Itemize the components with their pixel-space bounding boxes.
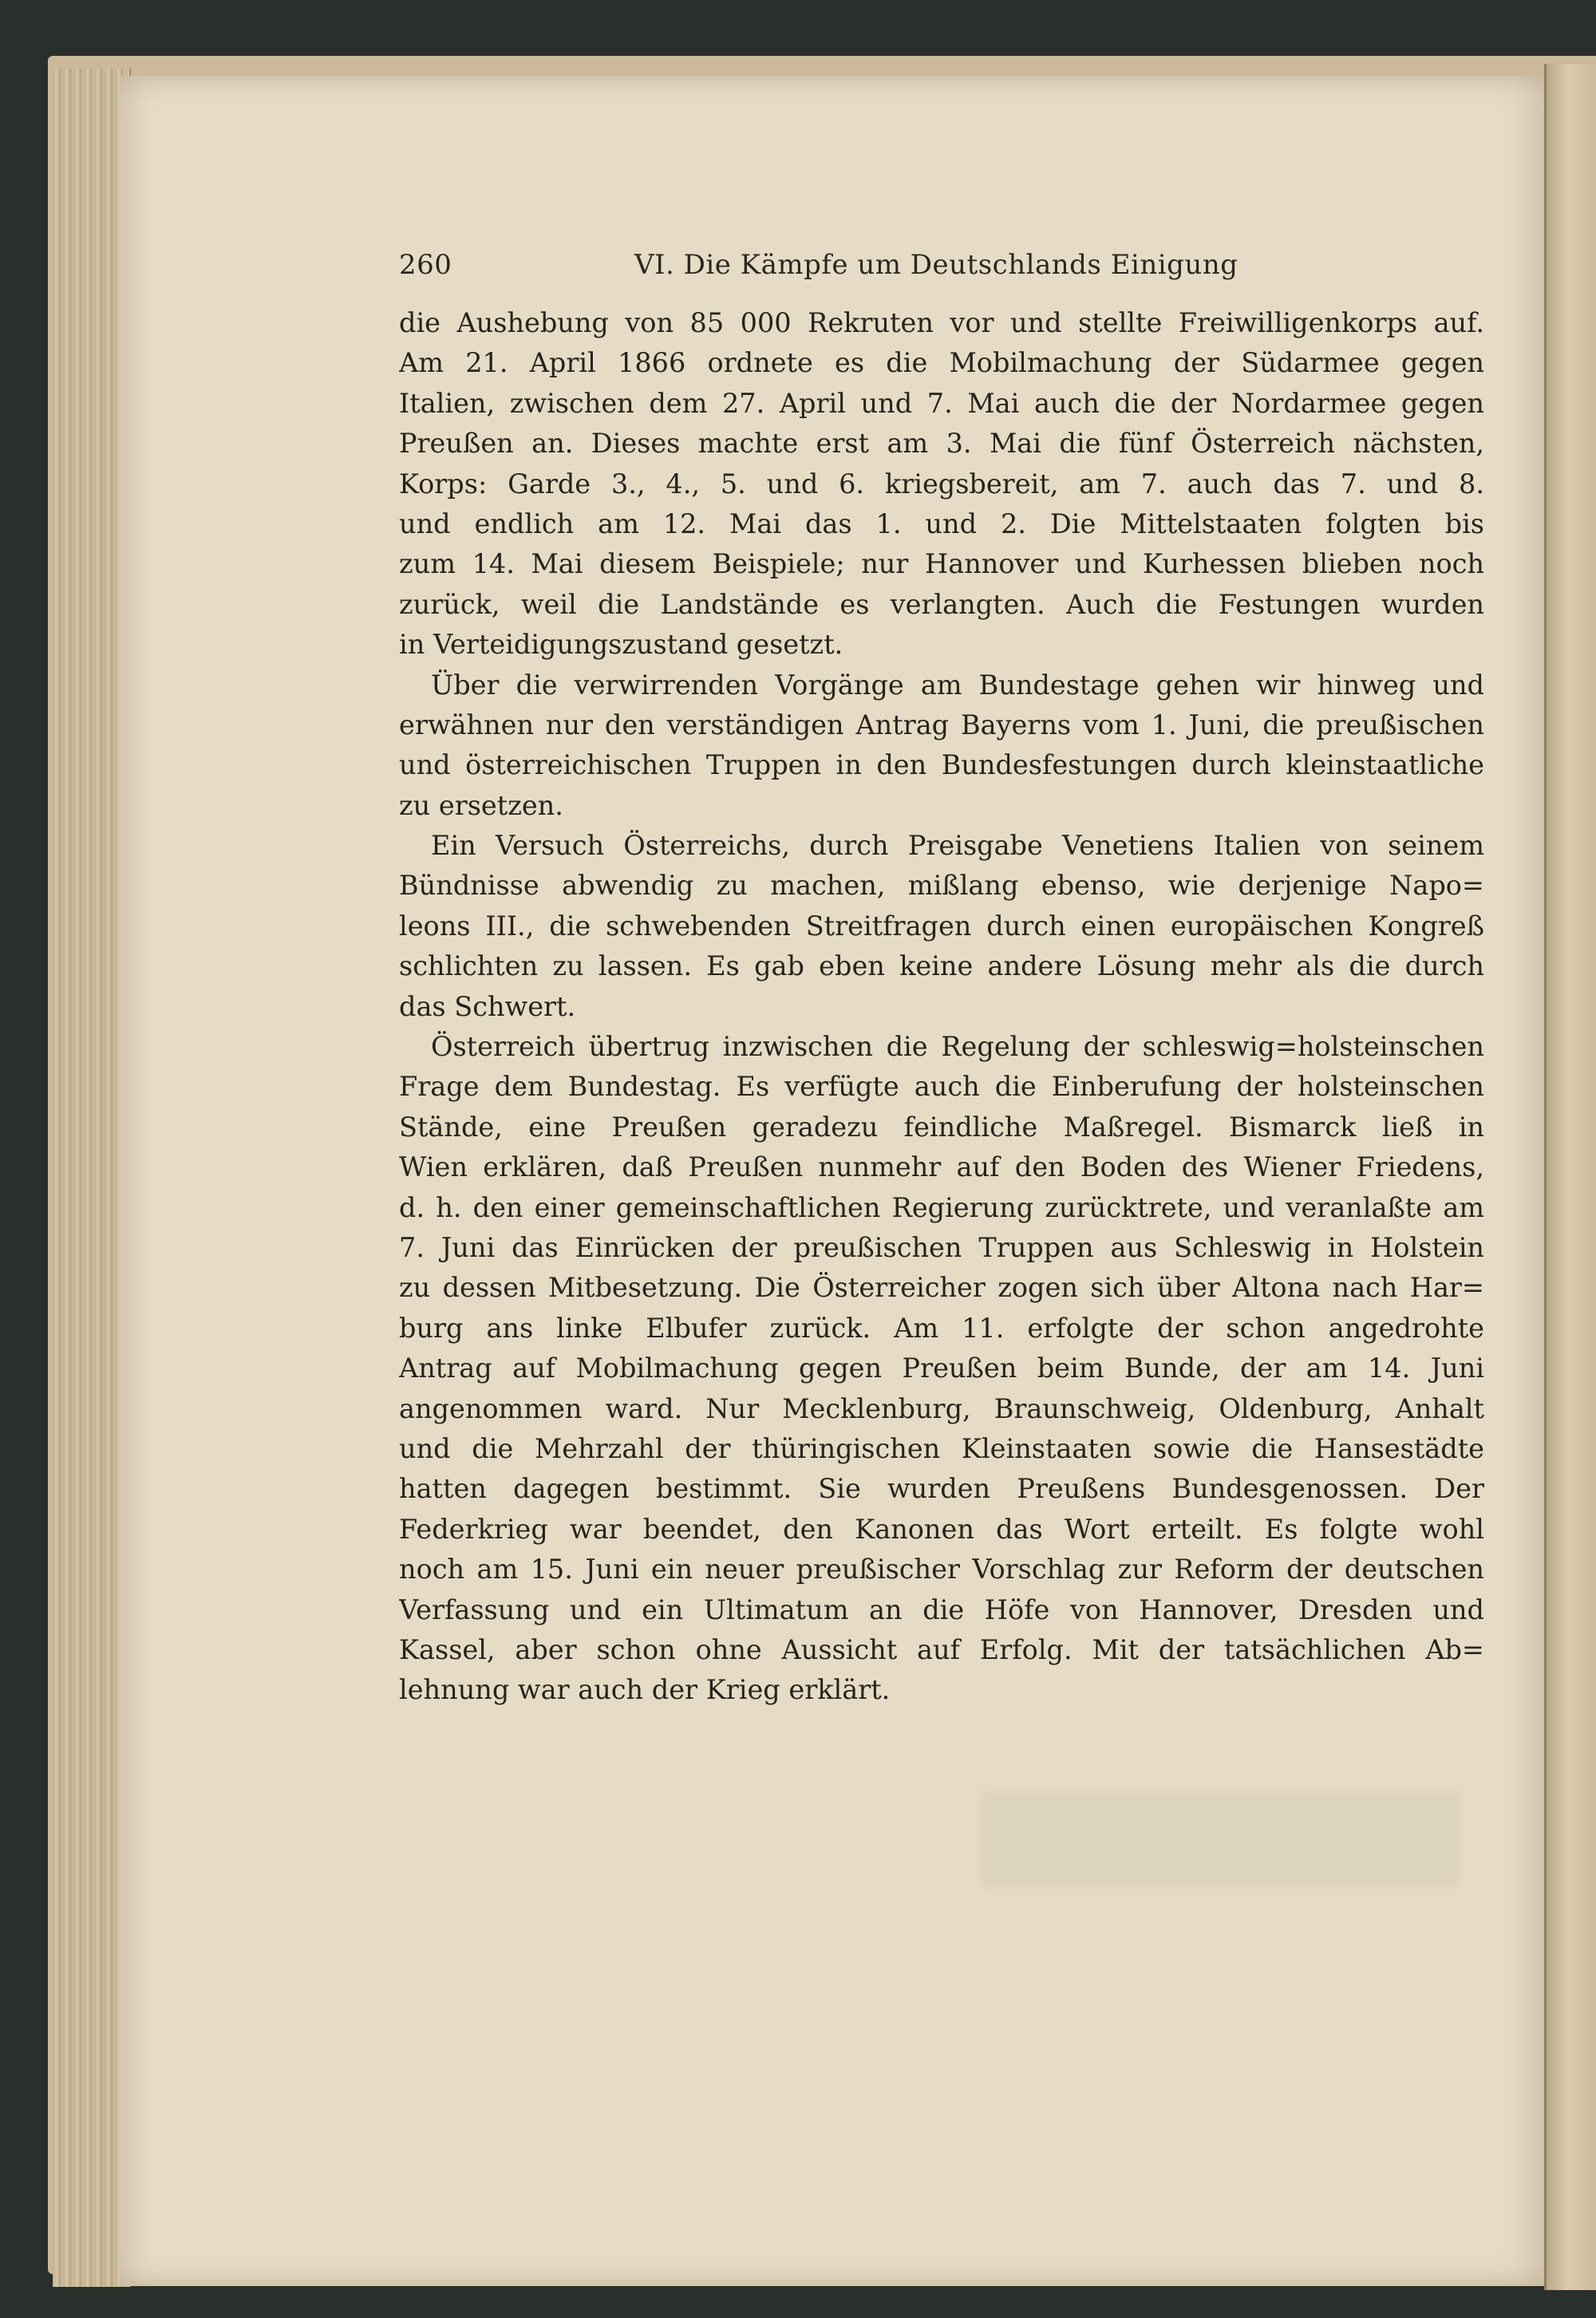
text-line: Antrag auf Mobilmachung gegen Preußen beim Bunde, der am 14. Juni [399,1352,1484,1384]
text-line: d. h. den einer gemeinschaftlichen Regierung zurücktrete, und veranlaßte am [399,1191,1484,1223]
text-line: und die Mehrzahl der thüringischen Kleinstaaten sowie die Hansestädte [399,1432,1484,1464]
text-line: zu ersetzen. [399,789,563,821]
page-number: 260 [399,249,452,281]
text-line: und österreichischen Truppen in den Bundesfestungen durch kleinstaatliche [399,749,1484,781]
text-line: Stände, eine Preußen geradezu feindliche Maßregel. Bismarck ließ in [399,1111,1484,1143]
text-line: zurück, weil die Landstände es verlangten. Auch die Festungen wurden [399,588,1484,620]
text-line: Verfassung und ein Ultimatum an die Höfe von Hannover, Dresden und [399,1593,1484,1625]
page-header [399,249,1556,289]
text-line: erwähnen nur den verständigen Antrag Bayerns vom 1. Juni, die preußischen [399,709,1484,740]
text-line: Österreich übertrug inzwischen die Regelung der schleswig=holsteinschen [431,1031,1484,1063]
text-line: 7. Juni das Einrücken der preußischen Truppen aus Schleswig in Holstein [399,1231,1484,1263]
text-line: Am 21. April 1866 ordnete es die Mobilmachung der Südarmee gegen [399,347,1484,379]
text-line: Bündnisse abwendig zu machen, mißlang ebenso, wie derjenige Napo= [399,870,1484,902]
text-line: Korps: Garde 3., 4., 5. und 6. kriegsbereit, am 7. auch das 7. und 8. [399,468,1484,500]
book-gutter [1544,64,1596,2290]
text-line: und endlich am 12. Mai das 1. und 2. Die Mittelstaaten folgten bis [399,507,1484,539]
text-line: Wien erklären, daß Preußen nunmehr auf den Boden des Wiener Friedens, [399,1151,1484,1183]
running-head: VI. Die Kämpfe um Deutschlands Einigung [634,249,1238,281]
text-line: Frage dem Bundestag. Es verfügte auch die Einberufung der holsteinschen [399,1071,1484,1103]
text-line: noch am 15. Juni ein neuer preußischer Vorschlag zur Reform der deutschen [399,1554,1484,1585]
text-line: die Aushebung von 85 000 Rekruten vor und stellte Freiwilligenkorps auf. [399,307,1484,338]
text-line: Kassel, aber schon ohne Aussicht auf Erfolg. Mit der tatsächlichen Ab= [399,1633,1484,1665]
text-line: schlichten zu lassen. Es gab eben keine andere Lösung mehr als die durch [399,950,1484,982]
text-line: zu dessen Mitbesetzung. Die Österreicher zogen sich über Altona nach Har= [399,1272,1484,1304]
text-line: Federkrieg war beendet, den Kanonen das Wort erteilt. Es folgte wohl [399,1513,1484,1545]
text-line: Über die verwirrenden Vorgänge am Bundestage gehen wir hinweg und [431,669,1484,701]
text-line: angenommen ward. Nur Mecklenburg, Braunschweig, Oldenburg, Anhalt [399,1392,1484,1424]
text-line: Preußen an. Dieses machte erst am 3. Mai die fünf Österreich nächsten, [399,428,1484,460]
text-line: leons III., die schwebenden Streitfragen durch einen europäischen Kongreß [399,910,1484,942]
show-through-bleed [982,1791,1460,1887]
text-line: das Schwert. [399,990,576,1022]
text-line: in Verteidigungszustand gesetzt. [399,629,843,661]
text-line: Italien, zwischen dem 27. April und 7. Mai auch die der Nordarmee gegen [399,387,1484,419]
text-line: lehnung war auch der Krieg erklärt. [399,1674,891,1706]
text-line: burg ans linke Elbufer zurück. Am 11. erfolgte der schon angedrohte [399,1312,1484,1344]
body-text [399,303,1484,1711]
text-line: Ein Versuch Österreichs, durch Preisgabe Venetiens Italien von seinem [431,830,1484,862]
text-line: zum 14. Mai diesem Beispiele; nur Hannover und Kurhessen blieben noch [399,548,1484,580]
text-line: hatten dagegen bestimmt. Sie wurden Preußens Bundesgenossen. Der [399,1473,1484,1505]
